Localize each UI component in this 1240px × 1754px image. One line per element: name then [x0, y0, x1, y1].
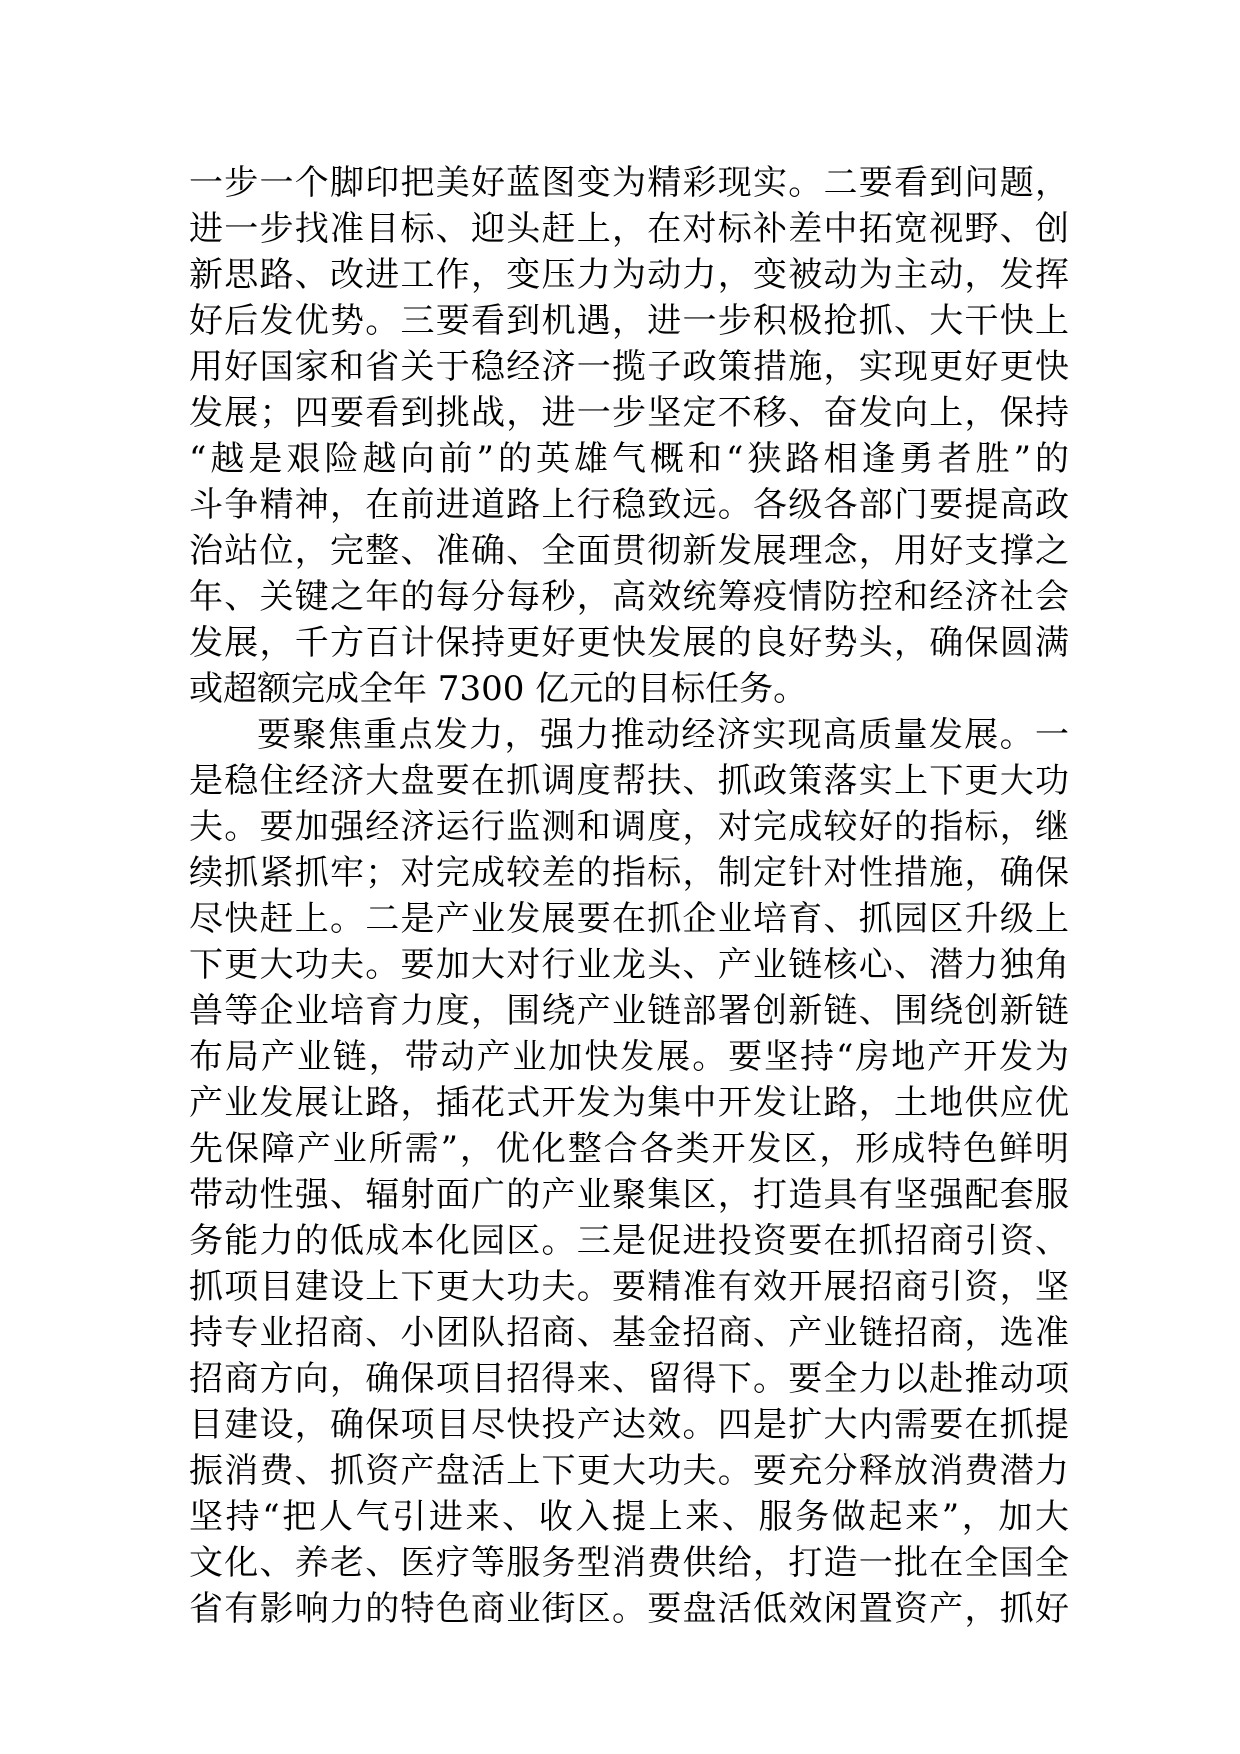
text-line: 务能力的低成本化园区。三是促进投资要在抓招商引资、 [189, 1221, 1069, 1261]
text-line: 兽等企业培育力度，围绕产业链部署创新链、围绕创新链 [189, 991, 1069, 1031]
document-body [189, 160, 1069, 1632]
text-line: 年、关键之年的每分每秒，高效统筹疫情防控和经济社会 [189, 577, 1069, 617]
text-line: “越是艰险越向前”的英雄气概和“狭路相逢勇者胜”的 [189, 439, 1069, 479]
text-line: 省有影响力的特色商业街区。要盘活低效闲置资产，抓好 [189, 1589, 1069, 1629]
text-line: 目建设，确保项目尽快投产达效。四是扩大内需要在抓提 [189, 1405, 1069, 1445]
text-line: 抓项目建设上下更大功夫。要精准有效开展招商引资，坚 [189, 1267, 1069, 1307]
text-line: 好后发优势。三要看到机遇，进一步积极抢抓、大干快上 [189, 301, 1069, 341]
text-line: 下更大功夫。要加大对行业龙头、产业链核心、潜力独角 [189, 945, 1069, 985]
text-line: 产业发展让路，插花式开发为集中开发让路，土地供应优 [189, 1083, 1069, 1123]
text-line: 要聚焦重点发力，强力推动经济实现高质量发展。一 [257, 715, 1069, 755]
paragraph-1 [189, 160, 1069, 712]
text-line: 振消费、抓资产盘活上下更大功夫。要充分释放消费潜力 [189, 1451, 1069, 1491]
text-line: 发展；四要看到挑战，进一步坚定不移、奋发向上，保持 [189, 393, 1069, 433]
text-line: 进一步找准目标、迎头赶上，在对标补差中拓宽视野、创 [189, 209, 1069, 249]
text-line: 尽快赶上。二是产业发展要在抓企业培育、抓园区升级上 [189, 899, 1069, 939]
text-line: 斗争精神，在前进道路上行稳致远。各级各部门要提高政 [189, 485, 1069, 525]
text-line: 带动性强、辐射面广的产业聚集区，打造具有坚强配套服 [189, 1175, 1069, 1215]
text-line: 或超额完成全年 7300 亿元的目标任务。 [189, 669, 808, 709]
paragraph-2 [189, 712, 1069, 1632]
text-line: 一步一个脚印把美好蓝图变为精彩现实。二要看到问题， [189, 163, 1069, 203]
text-line: 续抓紧抓牢；对完成较差的指标，制定针对性措施，确保 [189, 853, 1069, 893]
text-line: 文化、养老、医疗等服务型消费供给，打造一批在全国全 [189, 1543, 1069, 1583]
text-line: 发展，千方百计保持更好更快发展的良好势头，确保圆满 [189, 623, 1069, 663]
text-line: 新思路、改进工作，变压力为动力，变被动为主动，发挥 [189, 255, 1069, 295]
text-line: 持专业招商、小团队招商、基金招商、产业链招商，选准 [189, 1313, 1069, 1353]
text-line: 招商方向，确保项目招得来、留得下。要全力以赴推动项 [189, 1359, 1069, 1399]
text-line: 先保障产业所需”，优化整合各类开发区，形成特色鲜明 [189, 1129, 1069, 1169]
text-line: 夫。要加强经济运行监测和调度，对完成较好的指标，继 [189, 807, 1069, 847]
text-line: 治站位，完整、准确、全面贯彻新发展理念，用好支撑之 [189, 531, 1069, 571]
text-line: 坚持“把人气引进来、收入提上来、服务做起来”，加大 [189, 1497, 1069, 1537]
text-line: 布局产业链，带动产业加快发展。要坚持“房地产开发为 [189, 1037, 1069, 1077]
text-line: 是稳住经济大盘要在抓调度帮扶、抓政策落实上下更大功 [189, 761, 1069, 801]
text-line: 用好国家和省关于稳经济一揽子政策措施，实现更好更快 [189, 347, 1069, 387]
